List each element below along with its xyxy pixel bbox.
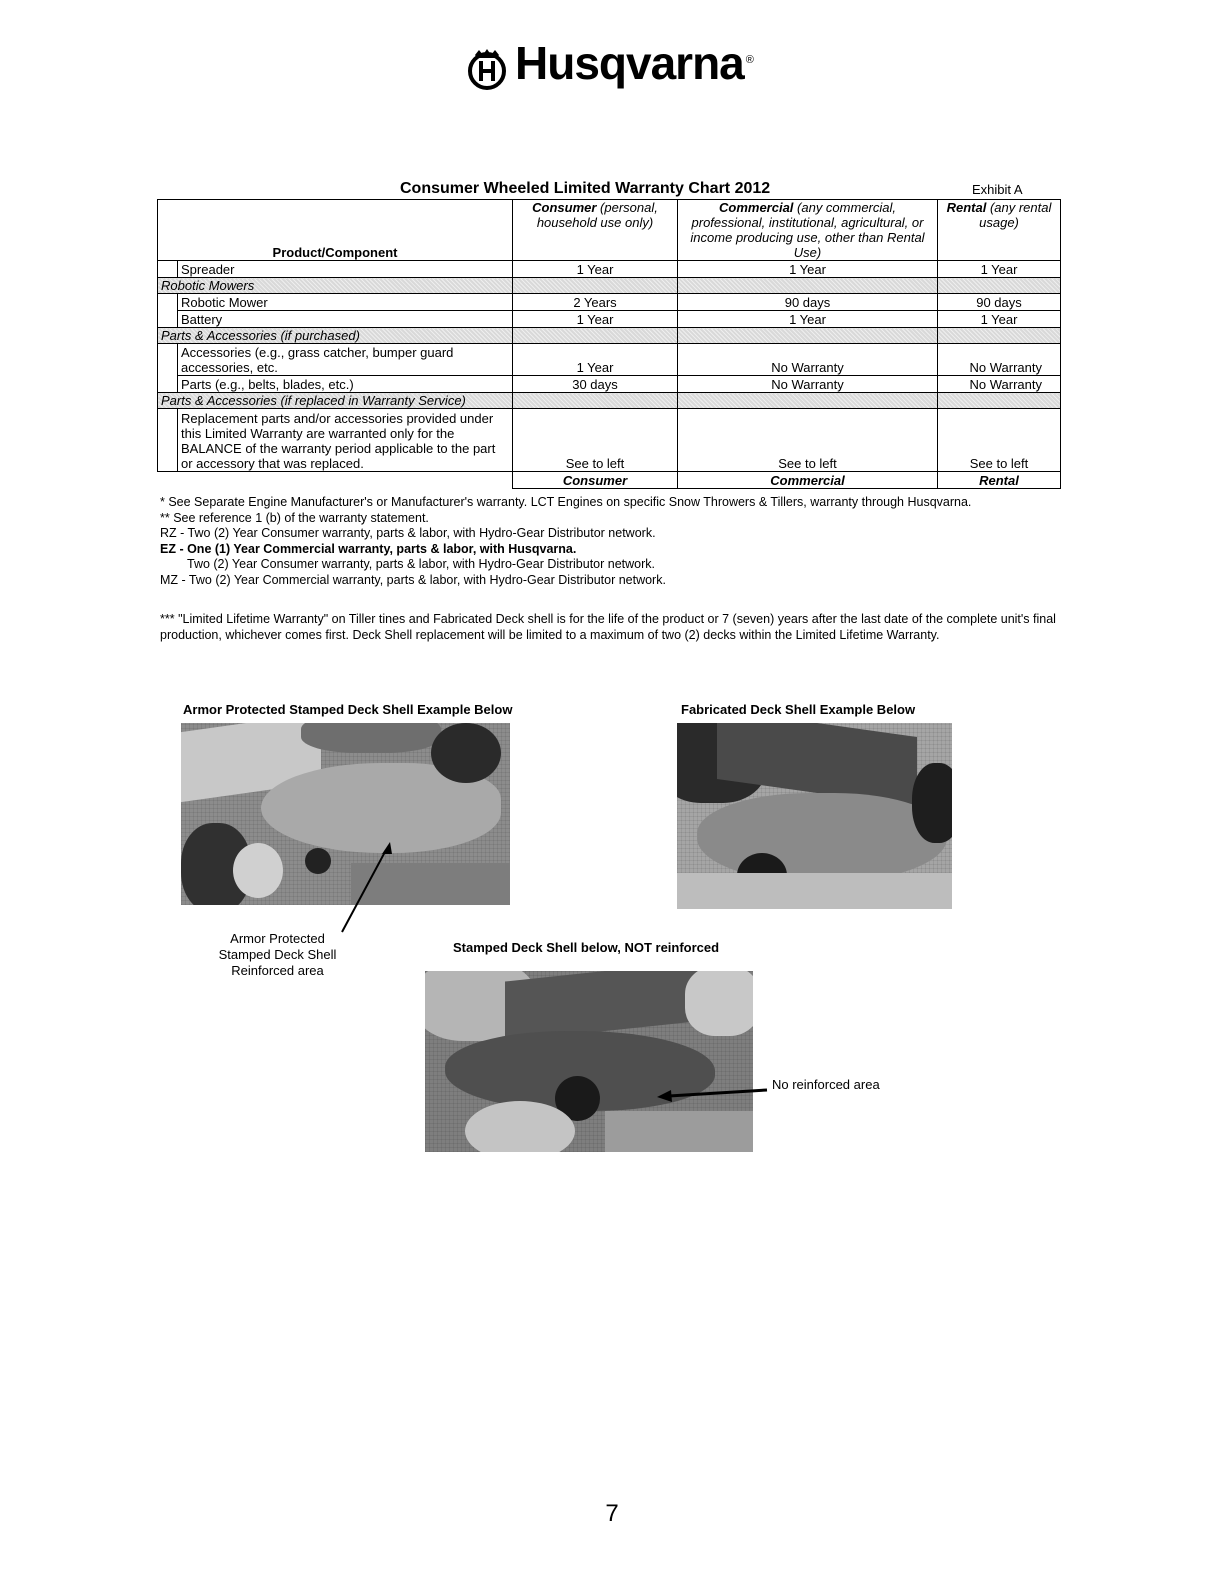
warranty-table	[157, 199, 1061, 489]
commercial-header: Commercial (any commercial, professional, institutional, agricultural, or income producing use, other than Rental Use)	[678, 200, 938, 261]
stamped-deck-photo	[425, 971, 753, 1152]
note-lifetime: *** "Limited Lifetime Warranty" on Tiller tines and Fabricated Deck shell is for the life of the product or 7 (seven) years after the last date of the complete unit's final production, whichever comes first. Deck Shell replacement will be limited to a maximum of two (2) decks within the Limited Lifetime Warranty.	[160, 612, 1056, 642]
brand-logo	[465, 36, 753, 94]
note-ez: EZ - One (1) Year Commercial warranty, parts & labor, with Husqvarna.	[160, 541, 577, 556]
chart-title: Consumer Wheeled Limited Warranty Chart 2012	[400, 180, 771, 197]
row-label: Spreader	[178, 261, 513, 278]
no-reinforced-label: No reinforced area	[772, 1077, 880, 1092]
page-number: 7	[605, 1500, 619, 1527]
fabricated-deck-photo	[677, 723, 952, 909]
rental-header: Rental (any rental usage)	[938, 200, 1061, 261]
note-mz: MZ - Two (2) Year Commercial warranty, parts & labor, with Hydro-Gear Distributor network.	[160, 572, 666, 587]
section-row: Parts & Accessories (if purchased)	[158, 328, 1061, 344]
row-label: Accessories (e.g., grass catcher, bumper guard accessories, etc.	[178, 344, 513, 376]
section-row: Robotic Mowers	[158, 278, 1061, 294]
note-engine: * See Separate Engine Manufacturer's or Manufacturer's warranty. LCT Engines on specific Snow Throwers & Tillers, warranty through Husqvarna.	[160, 495, 972, 509]
table-header-row	[158, 200, 1061, 261]
table-row: Parts (e.g., belts, blades, etc.) 30 days No Warranty No Warranty	[158, 376, 1061, 393]
table-row: Replacement parts and/or accessories provided under this Limited Warranty are warranted only for the BALANCE of the warranty period applicable to the part or accessory that was replaced. See to left See to left See to left	[158, 409, 1061, 472]
stamped-deck-caption: Stamped Deck Shell below, NOT reinforced	[453, 940, 720, 955]
table-row: Spreader 1 Year 1 Year 1 Year	[158, 261, 1061, 278]
fabricated-deck-caption: Fabricated Deck Shell Example Below	[681, 702, 916, 717]
table-row: Accessories (e.g., grass catcher, bumper guard accessories, etc. 1 Year No Warranty No Warranty	[158, 344, 1061, 376]
armor-reinforced-label: Armor Protected Stamped Deck Shell Reinforced area	[218, 931, 337, 978]
footnotes	[160, 495, 1060, 643]
row-label: Robotic Mower	[178, 294, 513, 311]
row-label: Battery	[178, 311, 513, 328]
note-ez-consumer: Two (2) Year Consumer warranty, parts & labor, with Hydro-Gear Distributor network.	[187, 557, 655, 571]
note-rz: RZ - Two (2) Year Consumer warranty, parts & labor, with Hydro-Gear Distributor network.	[160, 526, 656, 540]
arrow-icon	[330, 840, 400, 940]
row-label: Replacement parts and/or accessories provided under this Limited Warranty are warranted only for the BALANCE of the warranty period applicable to the part or accessory that was replaced.	[178, 409, 513, 472]
table-row: Battery 1 Year 1 Year 1 Year	[158, 311, 1061, 328]
armor-deck-caption: Armor Protected Stamped Deck Shell Example Below	[183, 702, 513, 717]
section-row: Parts & Accessories (if replaced in Warranty Service)	[158, 393, 1061, 409]
exhibit-label: Exhibit A	[972, 182, 1023, 197]
table-footer-row: Consumer Commercial Rental	[158, 472, 1061, 489]
row-label: Parts (e.g., belts, blades, etc.)	[178, 376, 513, 393]
husqvarna-crown-h-icon	[465, 47, 509, 91]
table-row: Robotic Mower 2 Years 90 days 90 days	[158, 294, 1061, 311]
consumer-header: Consumer (personal, household use only)	[513, 200, 678, 261]
arrow-icon	[655, 1080, 770, 1104]
brand-name: Husqvarna ®	[515, 36, 753, 89]
product-header: Product/Component	[158, 200, 513, 261]
note-reference: ** See reference 1 (b) of the warranty statement.	[160, 510, 429, 525]
